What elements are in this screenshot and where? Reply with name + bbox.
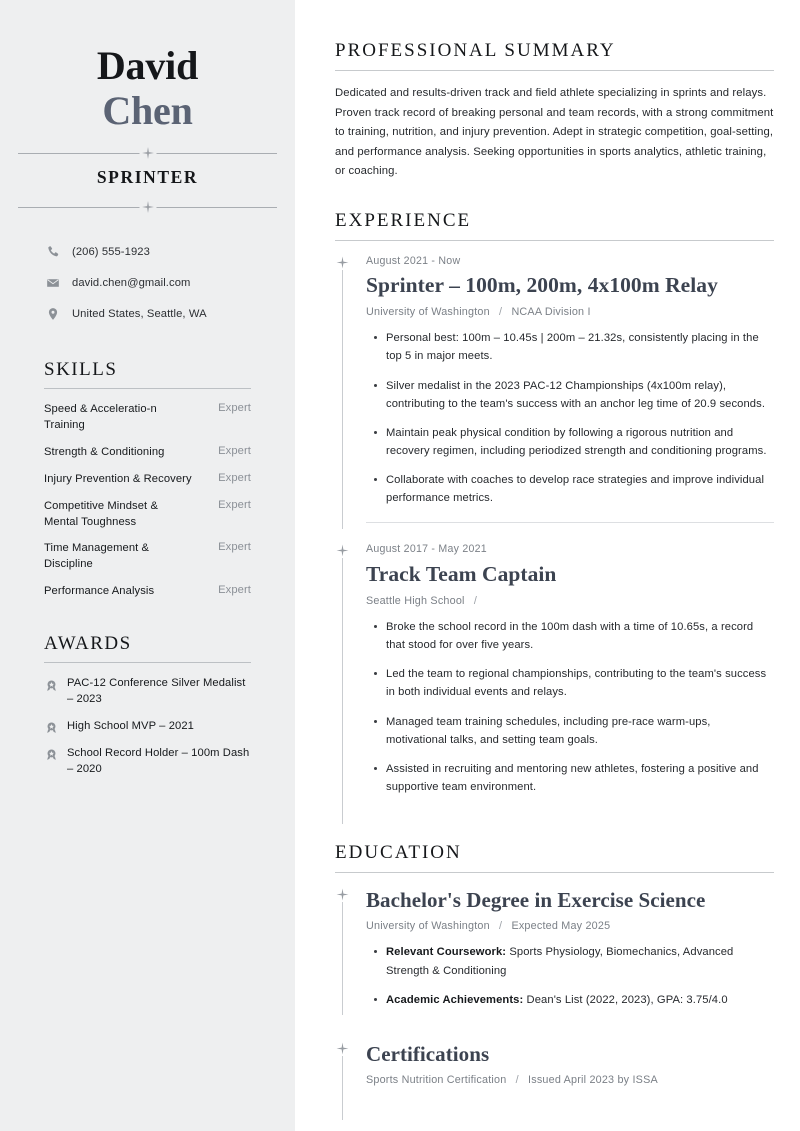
entry-organization: Seattle High School — [366, 595, 465, 608]
skill-name: Competitive Mindset & Mental Toughness — [44, 499, 159, 528]
entry-bullets — [366, 329, 774, 507]
certifications-subtitle — [366, 1074, 774, 1086]
sparkle-icon — [335, 255, 350, 270]
envelope-icon — [44, 275, 61, 292]
sparkle-icon — [335, 1041, 350, 1056]
phone-icon — [44, 244, 61, 261]
education-timeline — [335, 887, 774, 1120]
bullet-item: Assisted in recruiting and mentoring new athletes, fostering a positive and supportive team environment. — [384, 760, 774, 796]
bullet-item: Collaborate with coaches to develop race strategies and improve individual performance metrics. — [384, 471, 774, 507]
skill-item — [44, 402, 251, 434]
education-detail: Expected May 2025 — [511, 920, 611, 933]
bullet-item — [384, 991, 774, 1009]
award-text: High School MVP – 2021 — [67, 719, 194, 732]
award-rosette-icon — [44, 721, 58, 735]
skill-item — [44, 445, 251, 461]
divider-bottom — [18, 207, 277, 208]
award-text: School Record Holder – 100m Dash – 2020 — [67, 746, 250, 775]
last-name: Chen — [102, 88, 193, 134]
certifications-entry — [335, 1041, 774, 1120]
bullet-item — [384, 943, 774, 979]
award-text: PAC-12 Conference Silver Medalist – 2023 — [67, 677, 246, 706]
award-rosette-icon — [44, 748, 58, 762]
certification-name: Sports Nutrition Certification — [366, 1074, 507, 1087]
name-block — [0, 0, 295, 134]
education-entry — [335, 887, 774, 1015]
entry-subtitle — [366, 595, 774, 607]
location-value: United States, Seattle, WA — [72, 307, 207, 320]
bullet-text: Dean's List (2022, 2023), GPA: 3.75/4.0 — [523, 993, 728, 1006]
timeline-line — [342, 269, 343, 530]
entry-title: Sprinter – 100m, 200m, 4x100m Relay — [366, 273, 718, 298]
skill-item — [44, 584, 251, 600]
skill-name: Injury Prevention & Recovery — [44, 472, 192, 485]
skill-name: Performance Analysis — [44, 585, 155, 598]
skills-heading: SKILLS — [44, 358, 118, 380]
education-section — [335, 842, 774, 1120]
sidebar-job-title: SPRINTER — [96, 166, 199, 187]
subtitle-separator: / — [499, 306, 503, 319]
experience-heading-rule — [335, 240, 774, 241]
timeline-line — [342, 557, 343, 824]
contact-item-email — [44, 275, 271, 292]
divider-top — [18, 153, 277, 154]
spacer — [0, 611, 295, 633]
bullet-text: Sports Physiology, Biomechanics, Advanced Strength & Conditioning — [386, 946, 734, 977]
bullet-item: Managed team training schedules, including pre-race warm-ups, motivational talks, and setting team goals. — [384, 713, 774, 749]
education-title: Bachelor's Degree in Exercise Science — [366, 888, 706, 913]
education-organization: University of Washington — [366, 920, 490, 933]
skill-level: Expert — [218, 401, 251, 414]
awards-heading: AWARDS — [44, 633, 132, 655]
bullet-item: Personal best: 100m – 10.45s | 200m – 21.32s, consistently placing in the top 5 in major meets. — [384, 329, 774, 365]
contact-item-phone — [44, 244, 271, 261]
entry-title: Track Team Captain — [366, 562, 557, 587]
summary-heading: PROFESSIONAL SUMMARY — [335, 40, 616, 61]
map-pin-icon — [44, 306, 61, 323]
education-heading: EDUCATION — [335, 842, 462, 864]
phone-value: (206) 555-1923 — [72, 245, 150, 258]
skill-name: Time Management & Discipline — [44, 542, 150, 571]
sparkle-icon — [335, 887, 350, 902]
skill-level: Expert — [218, 584, 251, 597]
experience-entry — [335, 255, 774, 530]
spacer — [0, 323, 295, 359]
main-column — [295, 0, 800, 1120]
skill-level: Expert — [218, 541, 251, 554]
entry-bullets — [366, 618, 774, 796]
sidebar — [0, 0, 295, 1131]
subtitle-separator: / — [499, 920, 503, 933]
education-heading-rule — [335, 872, 774, 873]
bullet-item: Broke the school record in the 100m dash with a time of 10.65s, a record that stood for over five years. — [384, 618, 774, 654]
skill-item — [44, 499, 251, 531]
skills-section — [0, 359, 295, 600]
experience-heading: EXPERIENCE — [335, 209, 472, 231]
skill-name: Speed & Acceleratio-n Training — [44, 402, 157, 431]
entry-detail: NCAA Division I — [511, 306, 591, 319]
entry-date: August 2021 - Now — [366, 254, 461, 267]
experience-timeline — [335, 255, 774, 825]
experience-entry — [335, 543, 774, 824]
bullet-item: Silver medalist in the 2023 PAC-12 Championships (4x100m relay), contributing to the team's success with an anchor leg time of 20.9 seconds. — [384, 377, 774, 413]
award-rosette-icon — [44, 678, 58, 692]
skills-heading-rule — [44, 388, 251, 389]
entry-divider — [366, 522, 774, 523]
first-name: David — [96, 43, 199, 88]
contact-item-location — [44, 306, 271, 323]
sparkle-icon — [139, 199, 156, 216]
award-item — [44, 719, 251, 735]
skill-level: Expert — [218, 471, 251, 484]
timeline-line — [342, 1055, 343, 1120]
award-item — [44, 746, 251, 778]
entry-subtitle — [366, 306, 774, 318]
sparkle-icon — [139, 145, 156, 162]
summary-text: Dedicated and results-driven track and field athlete specializing in sprints and relays. Proven track record of breaking personal and team records, with a strong commitment to training, nutrition, and injury prevention. Adept in strategic competition, goal-setting, and performance analysis. Seeking opportunities in sports analytics, athletic training, or coaching. — [335, 87, 774, 178]
awards-heading-rule — [44, 662, 251, 663]
entry-organization: University of Washington — [366, 306, 490, 319]
awards-section — [0, 633, 295, 778]
bullet-item: Led the team to regional championships, contributing to the team's success in both individual events and relays. — [384, 665, 774, 701]
education-subtitle — [366, 920, 774, 932]
skill-level: Expert — [218, 498, 251, 511]
summary-section — [335, 40, 774, 182]
bullet-item: Maintain peak physical condition by following a rigorous nutrition and recovery regimen, including periodized strength and conditioning programs. — [384, 424, 774, 460]
contact-list — [0, 244, 295, 323]
award-item — [44, 676, 251, 708]
experience-section — [335, 210, 774, 825]
timeline-line — [342, 901, 343, 1015]
entry-date: August 2017 - May 2021 — [366, 543, 487, 556]
sparkle-icon — [335, 543, 350, 558]
certification-detail: Issued April 2023 by ISSA — [528, 1074, 658, 1087]
subtitle-separator: / — [515, 1074, 519, 1087]
email-value: david.chen@gmail.com — [72, 276, 191, 289]
bullet-label: Academic Achievements: — [386, 993, 524, 1006]
skill-level: Expert — [218, 444, 251, 457]
certifications-title: Certifications — [366, 1041, 490, 1066]
summary-heading-rule — [335, 70, 774, 71]
subtitle-separator: / — [473, 595, 478, 608]
skill-item — [44, 541, 251, 573]
bullet-label: Relevant Coursework: — [386, 946, 507, 959]
skill-name: Strength & Conditioning — [44, 445, 165, 458]
education-bullets — [366, 943, 774, 1008]
skill-item — [44, 472, 251, 488]
